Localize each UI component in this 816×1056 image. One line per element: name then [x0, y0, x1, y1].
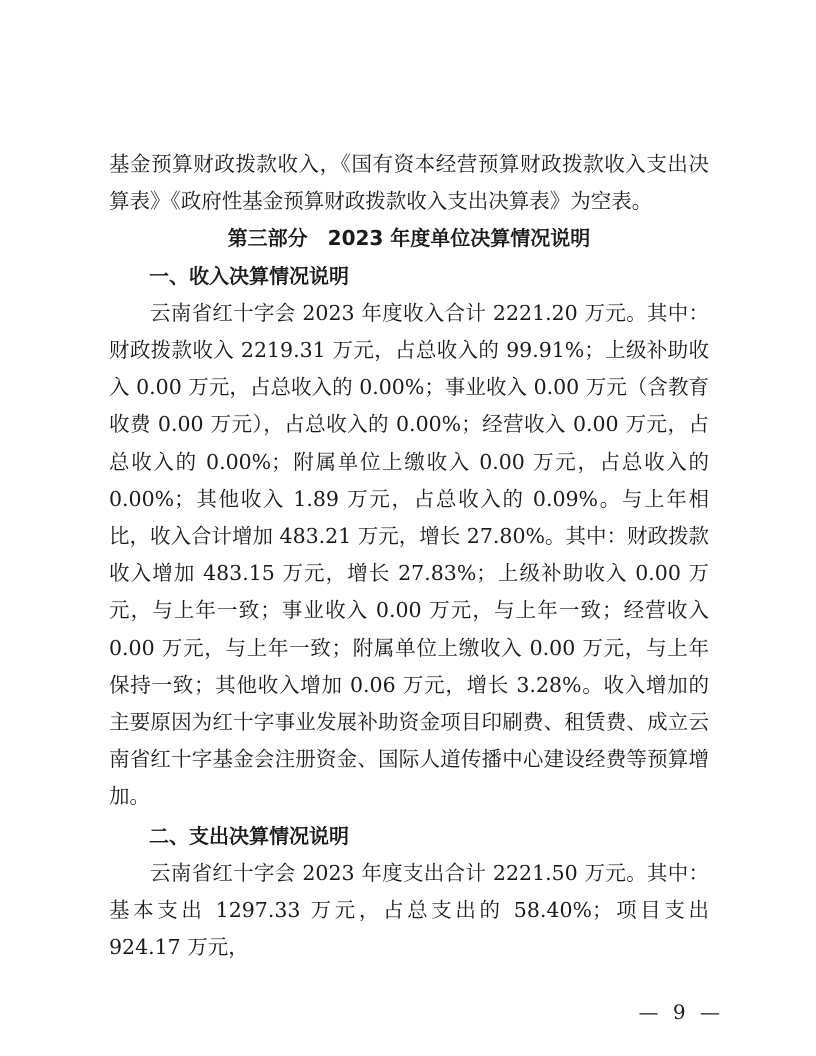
section-heading-income: 一、收入决算情况说明 [149, 263, 349, 288]
intro-paragraph: 基金预算财政拨款收入，《国有资本经营预算财政拨款收入支出决算表》《政府性基金预算财政拨款收入支出决算表》为空表。 [109, 152, 709, 214]
expenditure-paragraph: 云南省红十字会 2023 年度支出合计 2221.50 万元。其中：基本支出 1297.33 万元，占总支出的 58.40%；项目支出 924.17 万元， [109, 860, 709, 960]
document-body [109, 146, 709, 966]
part-title: 第三部分 2023 年度单位决算情况说明 [227, 226, 591, 251]
section-heading-expenditure: 二、支出决算情况说明 [149, 823, 349, 848]
page-number: — 9 — [638, 1000, 724, 1024]
income-paragraph: 云南省红十字会 2023 年度收入合计 2221.20 万元。其中：财政拨款收入 2219.31 万元，占总收入的 99.91%；上级补助收入 0.00 万元，占总收入的 0.00%；事业收入 0.00 万元（含教育收费 0.00 万元），占总收入的 0.00%；经营收入 0.00 万元，占总收入的 0.00%；附属单位上缴收入 0.00 万元，占总收入的 0.00%；其他收入 1.89 万元，占总收入的 0.09%。与上年相比，收入合计增加 483.21 万元，增长 27.80%。其中：财政拨款收入增加 483.15 万元，增长 27.83%；上级补助收入 0.00 万元，与上年一致；事业收入 0.00 万元，与上年一致；经营收入 0.00 万元，与上年一致；附属单位上缴收入 0.00 万元，与上年保持一致；其他收入增加 0.06 万元，增长 3.28%。收入增加的主要原因为红十字事业发展补助资金项目印刷费、租赁费、成立云南省红十字基金会注册资金、国际人道传播中心建设经费等预算增加。 [109, 300, 709, 809]
